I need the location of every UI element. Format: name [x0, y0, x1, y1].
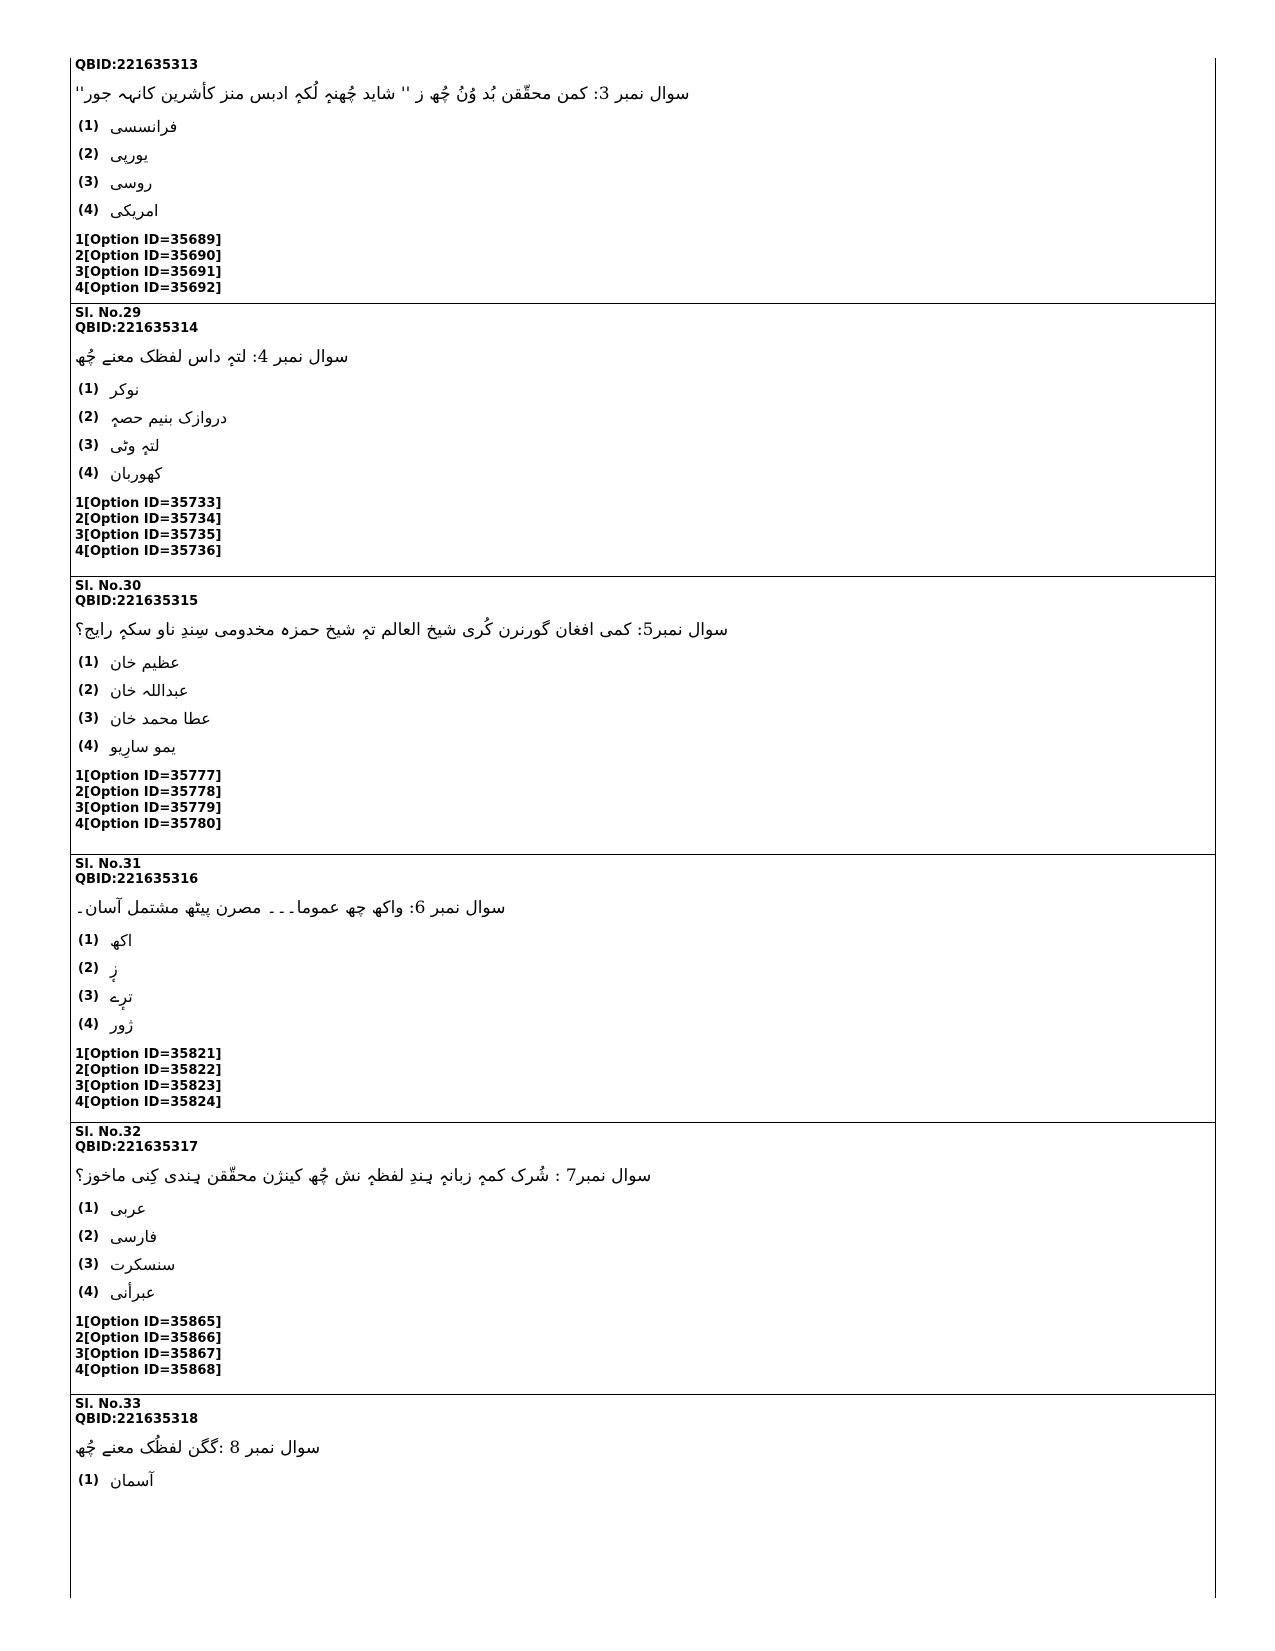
option-row	[75, 140, 1215, 168]
option-text: فارسی	[110, 1226, 157, 1246]
sl-no: Sl. No.30	[75, 579, 142, 594]
option-row	[75, 648, 1215, 676]
option-row	[75, 982, 1215, 1010]
option-text: یورپی	[110, 144, 149, 164]
option-id: 4[Option ID=35692]	[75, 281, 222, 296]
option-number: (2)	[78, 960, 99, 976]
option-row	[75, 196, 1215, 224]
option-number: (3)	[78, 437, 99, 453]
option-number: (2)	[78, 682, 99, 698]
option-number: (2)	[78, 409, 99, 425]
option-id: 2[Option ID=35734]	[75, 512, 222, 527]
option-text: عطا محمد خان	[110, 708, 211, 728]
option-id-list	[75, 1315, 1215, 1379]
option-id-list	[75, 496, 1215, 560]
sl-no: Sl. No.32	[75, 1125, 142, 1140]
option-text: عظیم خان	[110, 652, 180, 672]
qbid: QBID:221635317	[75, 1140, 199, 1155]
option-number: (3)	[78, 1256, 99, 1272]
option-text: زٕ	[110, 958, 118, 978]
option-id: 3[Option ID=35823]	[75, 1079, 222, 1094]
option-number: (1)	[78, 381, 99, 397]
question-block	[71, 855, 1215, 1123]
option-row	[75, 403, 1215, 431]
option-row	[75, 1466, 1215, 1494]
option-row	[75, 954, 1215, 982]
question-block	[71, 577, 1215, 855]
option-text: دروازک بنیم حصہٕ	[110, 407, 228, 427]
option-row	[75, 1194, 1215, 1222]
sl-no: Sl. No.31	[75, 857, 142, 872]
option-id: 1[Option ID=35777]	[75, 769, 222, 784]
option-number: (4)	[78, 465, 99, 481]
option-text: اکھ	[110, 930, 133, 950]
option-id: 2[Option ID=35690]	[75, 249, 222, 264]
option-text: ترٕے	[110, 986, 133, 1006]
option-id: 1[Option ID=35733]	[75, 496, 222, 511]
option-text: کھوربان	[110, 463, 163, 483]
question-text: سوال نمبر 6: واکھ چھ عموما۔۔۔ مصرن پیٹھ مشتمل آسان۔	[75, 898, 506, 918]
option-id: 4[Option ID=35780]	[75, 817, 222, 832]
option-row	[75, 926, 1215, 954]
option-row	[75, 1278, 1215, 1306]
option-number: (3)	[78, 174, 99, 190]
qbid: QBID:221635315	[75, 594, 199, 609]
option-id: 4[Option ID=35824]	[75, 1095, 222, 1110]
question-block	[71, 1123, 1215, 1395]
option-id: 3[Option ID=35691]	[75, 265, 222, 280]
question-paper-page	[70, 58, 1216, 1598]
option-id-list	[75, 769, 1215, 833]
option-number: (4)	[78, 202, 99, 218]
option-text: سنسکرت	[110, 1254, 176, 1274]
sl-no: Sl. No.29	[75, 306, 142, 321]
option-row	[75, 375, 1215, 403]
option-number: (1)	[78, 1472, 99, 1488]
option-row	[75, 459, 1215, 487]
option-id: 1[Option ID=35821]	[75, 1047, 222, 1062]
option-text: عربی	[110, 1198, 147, 1218]
question-block	[71, 58, 1215, 304]
question-block	[71, 1395, 1215, 1495]
option-text: عبرأنی	[110, 1282, 156, 1302]
option-number: (3)	[78, 988, 99, 1004]
option-id-list	[75, 1047, 1215, 1111]
option-text: عبداللہ خان	[110, 680, 189, 700]
option-row	[75, 1010, 1215, 1038]
question-text: سوال نمبر5: کمی افغان گورنرن کُری شیخ العالم تہٕ شیخ حمزہ مخدومی سِندِ ناو سکہٕ رایج؟	[75, 620, 729, 640]
option-row	[75, 1250, 1215, 1278]
option-id: 1[Option ID=35865]	[75, 1315, 222, 1330]
question-text: سوال نمبر7 : شُرک کمہٕ زبانہٕ ہِندِ لفظہٕ نش چُھ کینژن محقّقن ہِندی کِنی ماخوز؟	[75, 1166, 652, 1186]
qbid: QBID:221635314	[75, 321, 199, 336]
option-id: 3[Option ID=35779]	[75, 801, 222, 816]
sl-no: Sl. No.33	[75, 1397, 142, 1412]
option-number: (2)	[78, 146, 99, 162]
option-text: آسمان	[110, 1470, 154, 1490]
option-number: (1)	[78, 654, 99, 670]
qbid: QBID:221635318	[75, 1412, 199, 1427]
option-row	[75, 1222, 1215, 1250]
qbid: QBID:221635316	[75, 872, 199, 887]
option-text: لتہٕ وٹی	[110, 435, 160, 455]
option-text: فرانسسی	[110, 116, 178, 136]
option-number: (4)	[78, 1016, 99, 1032]
option-row	[75, 704, 1215, 732]
option-id: 4[Option ID=35868]	[75, 1363, 222, 1378]
option-id: 4[Option ID=35736]	[75, 544, 222, 559]
question-text: سوال نمبر 3: کمن محقّقن بُد وُنُ چُھ ز '' شاید چُھنہٕ لُکہٕ ادبس منز کأشرین کانہہ جور''	[75, 84, 690, 104]
option-id: 2[Option ID=35822]	[75, 1063, 222, 1078]
option-number: (3)	[78, 710, 99, 726]
option-row	[75, 676, 1215, 704]
option-id: 2[Option ID=35778]	[75, 785, 222, 800]
option-number: (4)	[78, 1284, 99, 1300]
option-id: 2[Option ID=35866]	[75, 1331, 222, 1346]
option-id-list	[75, 233, 1215, 297]
option-number: (1)	[78, 1200, 99, 1216]
option-row	[75, 732, 1215, 760]
question-text: سوال نمبر 4: لتہٕ داس لفظک معنے چُھ	[75, 347, 349, 367]
option-text: ژور	[110, 1014, 134, 1034]
option-text: یمو سارِیو	[110, 736, 176, 756]
option-row	[75, 168, 1215, 196]
option-id: 1[Option ID=35689]	[75, 233, 222, 248]
option-number: (1)	[78, 932, 99, 948]
option-id: 3[Option ID=35867]	[75, 1347, 222, 1362]
option-row	[75, 431, 1215, 459]
option-text: روسی	[110, 172, 153, 192]
question-block	[71, 304, 1215, 577]
option-text: امریکی	[110, 200, 159, 220]
option-text: نوکر	[110, 379, 140, 399]
option-number: (4)	[78, 738, 99, 754]
option-row	[75, 112, 1215, 140]
qbid: QBID:221635313	[75, 58, 199, 73]
option-id: 3[Option ID=35735]	[75, 528, 222, 543]
option-number: (2)	[78, 1228, 99, 1244]
option-number: (1)	[78, 118, 99, 134]
question-text: سوال نمبر 8 :گگن لفظُک معنے چُھ	[75, 1438, 321, 1458]
